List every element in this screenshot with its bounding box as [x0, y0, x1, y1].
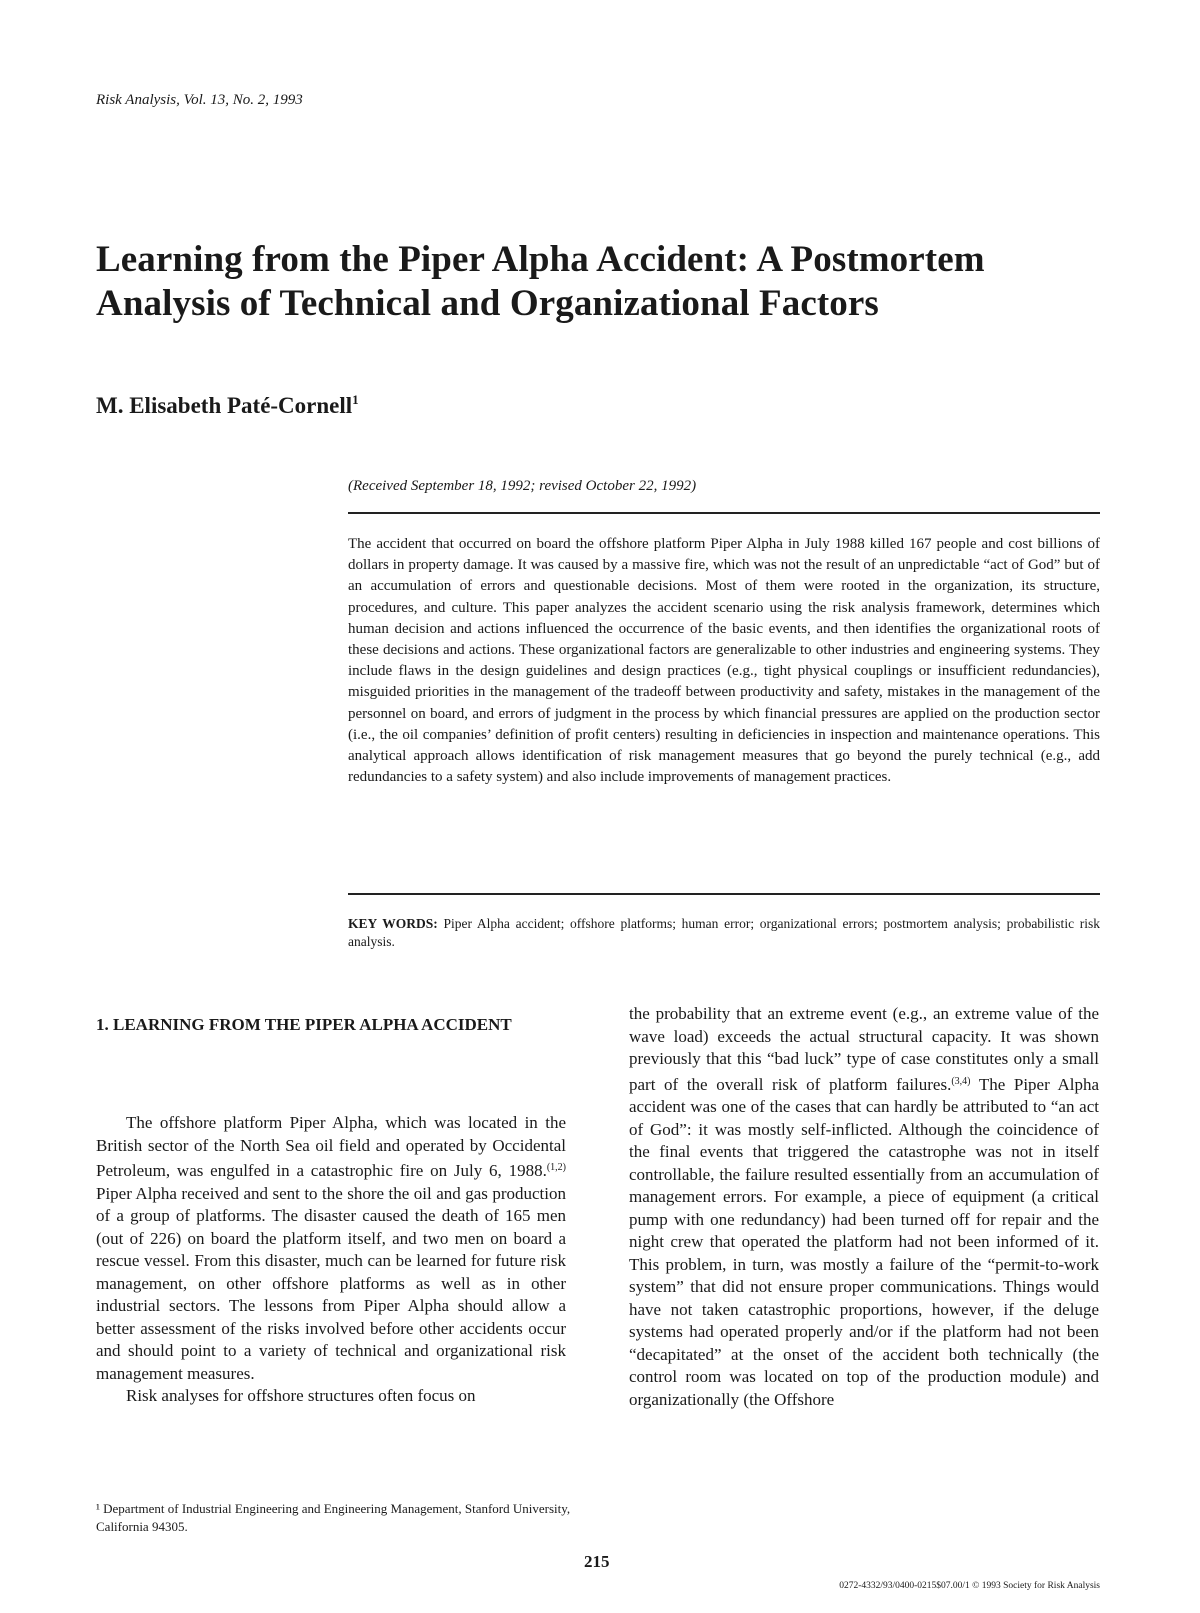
- author-footnote-mark: 1: [352, 392, 359, 407]
- received-dates: (Received September 18, 1992; revised October 22, 1992): [348, 478, 697, 494]
- left-paragraph-1: The offshore platform Piper Alpha, which was located in the British sector of the North Sea oil field and operated by Occidental Petroleum, was engulfed in a catastrophic fire on July 6, 1988.$^{(1,2)}$ Piper Alpha received and sent to the shore the oil and gas production of a group of platforms. The disaster caused the death of 165 men (out of 226) on board the platform itself, and two men on board a rescue vessel. From this disaster, much can be learned for future risk management, on other offshore platforms as well as in other industrial sectors. The lessons from Piper Alpha should allow a better assessment of the risks involved before other accidents occur and should point to a variety of technical and organizational risk management measures.: [96, 1113, 566, 1383]
- author-affiliation-footnote: ¹ Department of Industrial Engineering and Engineering Management, Stanford University, California 94305.: [96, 1501, 571, 1534]
- citation-ref: (3,4): [951, 1075, 971, 1087]
- abstract-bottom-rule: [348, 893, 1100, 895]
- copyright-line: 0272-4332/93/0400-0215$07.00/1 © 1993 Society for Risk Analysis: [839, 1581, 1100, 1591]
- right-column: [629, 1003, 1099, 1411]
- keywords-text: Piper Alpha accident; offshore platforms; human error; organizational errors; postmortem analysis; probabilistic risk analysis.: [348, 916, 1101, 949]
- citation-ref: (1,2): [546, 1162, 566, 1173]
- abstract-top-rule: [348, 512, 1100, 514]
- section-heading: 1. LEARNING FROM THE PIPER ALPHA ACCIDENT: [96, 1015, 512, 1034]
- left-column: [96, 1112, 566, 1408]
- journal-citation: Risk Analysis, Vol. 13, No. 2, 1993: [96, 92, 303, 108]
- page-number: 215: [584, 1552, 610, 1571]
- paper-title: Learning from the Piper Alpha Accident: A Postmortem Analysis of Technical and Organizational Factors: [96, 239, 985, 324]
- keywords-label: KEY WORDS:: [348, 916, 438, 931]
- abstract: The accident that occurred on board the offshore platform Piper Alpha in July 1988 killed 167 people and cost billions of dollars in property damage. It was caused by a massive fire, which was not the result of an unpredictable “act of God” but of an accumulation of errors and questionable decisions. Most of them were rooted in the organization, its structure, procedures, and culture. This paper analyzes the accident scenario using the risk analysis framework, determines which human decision and actions influenced the occurrence of the basic events, and then identifies the organizational roots of these decisions and actions. These organizational factors are generalizable to other industries and engineering systems. They include flaws in the design guidelines and design practices (e.g., tight physical couplings or insufficient redundancies), misguided priorities in the management of the tradeoff between productivity and safety, mistakes in the management of the personnel on board, and errors of judgment in the process by which financial pressures are applied on the production sector (i.e., the oil companies’ definition of profit centers) resulting in deficiencies in inspection and maintenance operations. This analytical approach allows identification of risk management measures that go beyond the purely technical (e.g., add redundancies to a safety system) and also include improvements of management practices.: [348, 536, 1100, 786]
- right-paragraph-1: the probability that an extreme event (e.g., an extreme value of the wave load) exceeds the actual structural capacity. It was shown previously that this “bad luck” type of case constitutes only a small part of the overall risk of platform failures.$^{(3,4)}$ The Piper Alpha accident was one of the cases that can hardly be attributed to “an act of God”: it was mostly self-inflicted. Although the coincidence of the final events that triggered the catastrophe was not in itself controllable, the failure resulted essentially from an accumulation of management errors. For example, a piece of equipment (a critical pump with one redundancy) had been turned off for repair and the night crew that operated the platform had not been informed of it. This problem, in turn, was mostly a failure of the “permit-to-work system” that did not ensure proper communications. Things would have not taken catastrophic proportions, however, if the deluge systems had operated properly and/or if the platform had not been “decapitated” at the onset of the accident both technically (the control room was located on top of the production module) and organizationally (the Offshore: [629, 1004, 1099, 1409]
- left-paragraph-2: Risk analyses for offshore structures often focus on: [126, 1386, 476, 1405]
- keywords: [348, 915, 1100, 951]
- author-line: [96, 392, 359, 419]
- author-name: M. Elisabeth Paté-Cornell: [96, 393, 353, 418]
